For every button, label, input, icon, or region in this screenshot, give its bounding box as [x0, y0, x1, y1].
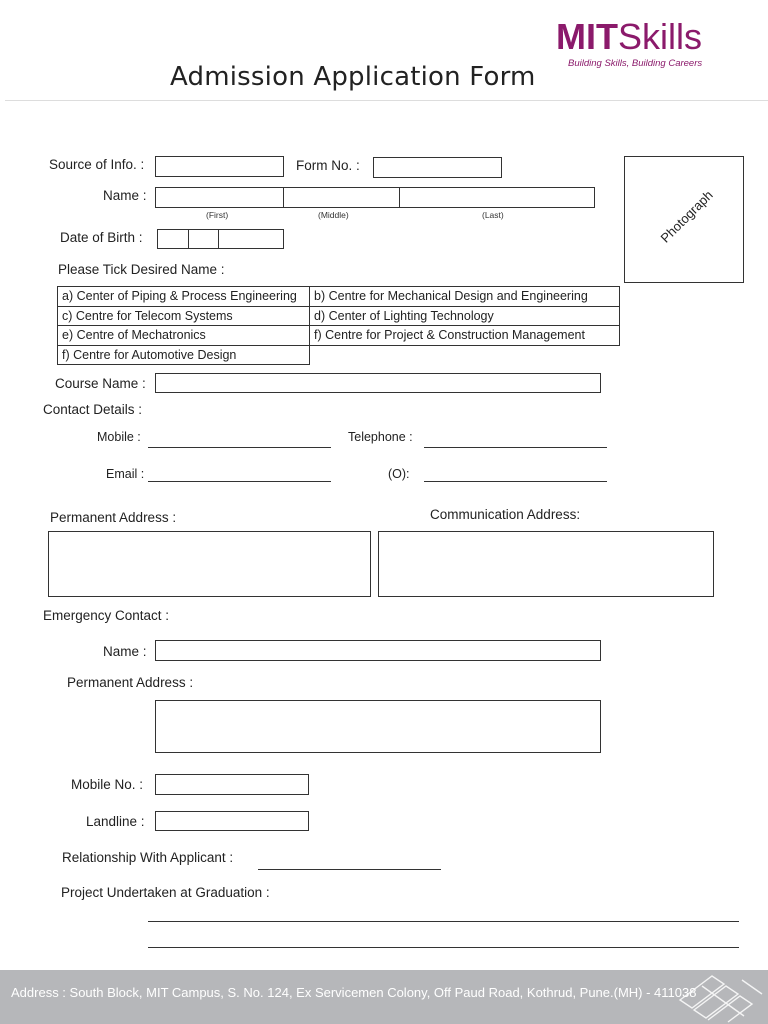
emergency-name-label: Name :: [103, 644, 147, 659]
emergency-contact-label: Emergency Contact :: [43, 608, 170, 623]
course-name-field[interactable]: [155, 373, 601, 393]
centres-row: [58, 326, 620, 346]
centre-option[interactable]: f) Centre for Automotive Design: [58, 345, 310, 365]
relationship-label: Relationship With Applicant :: [62, 850, 234, 865]
name-label: Name :: [103, 188, 147, 203]
photograph-label: Photograph: [657, 187, 716, 246]
centre-option[interactable]: b) Centre for Mechanical Design and Engineering: [310, 287, 620, 307]
centre-option[interactable]: c) Centre for Telecom Systems: [58, 306, 310, 326]
centre-option[interactable]: a) Center of Piping & Process Engineering: [58, 287, 310, 307]
dob-month-field[interactable]: [188, 229, 219, 249]
form-no-field[interactable]: [373, 157, 502, 178]
centres-row: [58, 306, 620, 326]
emergency-address-label: Permanent Address :: [67, 675, 194, 690]
telephone-label: Telephone :: [348, 430, 413, 444]
contact-details-label: Contact Details :: [43, 402, 143, 417]
form-no-label: Form No. :: [296, 158, 360, 173]
centre-option[interactable]: f) Centre for Project & Construction Management: [310, 326, 620, 346]
logo-skills: Skills: [617, 16, 702, 57]
first-name-caption: (First): [206, 210, 229, 220]
project-line-1[interactable]: [148, 921, 739, 922]
photograph-box[interactable]: [624, 156, 744, 283]
footer-address: Address : South Block, MIT Campus, S. No. 124, Ex Servicemen Colony, Off Paud Road, Kothrud, Pune.(MH) - 411038: [11, 985, 697, 1000]
centre-empty-cell: [310, 345, 620, 365]
logo-tagline: Building Skills, Building Careers: [568, 58, 703, 69]
permanent-address-label: Permanent Address :: [50, 510, 177, 525]
email-label: Email :: [106, 467, 145, 481]
tick-desired-name-label: Please Tick Desired Name :: [58, 262, 225, 277]
office-phone-label: (O):: [388, 467, 410, 481]
centre-option[interactable]: d) Center of Lighting Technology: [310, 306, 620, 326]
emergency-address-field[interactable]: [155, 700, 601, 753]
dob-year-field[interactable]: [218, 229, 284, 249]
mitskills-logo: [556, 18, 756, 74]
footer-bar: [0, 970, 768, 1024]
form-title: Admission Application Form: [170, 62, 536, 92]
last-name-caption: (Last): [482, 210, 504, 220]
permanent-address-field[interactable]: [48, 531, 371, 597]
middle-name-field[interactable]: [283, 187, 400, 208]
emergency-name-field[interactable]: [155, 640, 601, 661]
dob-day-field[interactable]: [157, 229, 189, 249]
middle-name-caption: (Middle): [318, 210, 349, 220]
communication-address-label: Communication Address:: [430, 507, 581, 522]
project-line-2[interactable]: [148, 947, 739, 948]
project-label: Project Undertaken at Graduation :: [61, 885, 270, 900]
centres-row: [58, 345, 620, 365]
mobile-line[interactable]: [148, 447, 331, 448]
source-of-info-label: Source of Info. :: [49, 157, 145, 172]
logo-wordmark: [556, 18, 756, 56]
header-divider: [5, 100, 768, 101]
emergency-mobile-label: Mobile No. :: [71, 777, 144, 792]
centres-table: [57, 286, 620, 365]
centres-row: [58, 287, 620, 307]
emergency-landline-label: Landline :: [86, 814, 145, 829]
email-line[interactable]: [148, 481, 331, 482]
relationship-line[interactable]: [258, 869, 441, 870]
telephone-line[interactable]: [424, 447, 607, 448]
dob-label: Date of Birth :: [60, 230, 143, 245]
office-phone-line[interactable]: [424, 481, 607, 482]
course-name-label: Course Name :: [55, 376, 146, 391]
first-name-field[interactable]: [155, 187, 284, 208]
emergency-landline-field[interactable]: [155, 811, 309, 831]
logo-mit: MIT: [556, 16, 618, 57]
centre-option[interactable]: e) Centre of Mechatronics: [58, 326, 310, 346]
source-of-info-field[interactable]: [155, 156, 284, 177]
communication-address-field[interactable]: [378, 531, 714, 597]
mobile-label: Mobile :: [97, 430, 141, 444]
emergency-mobile-field[interactable]: [155, 774, 309, 795]
last-name-field[interactable]: [399, 187, 595, 208]
